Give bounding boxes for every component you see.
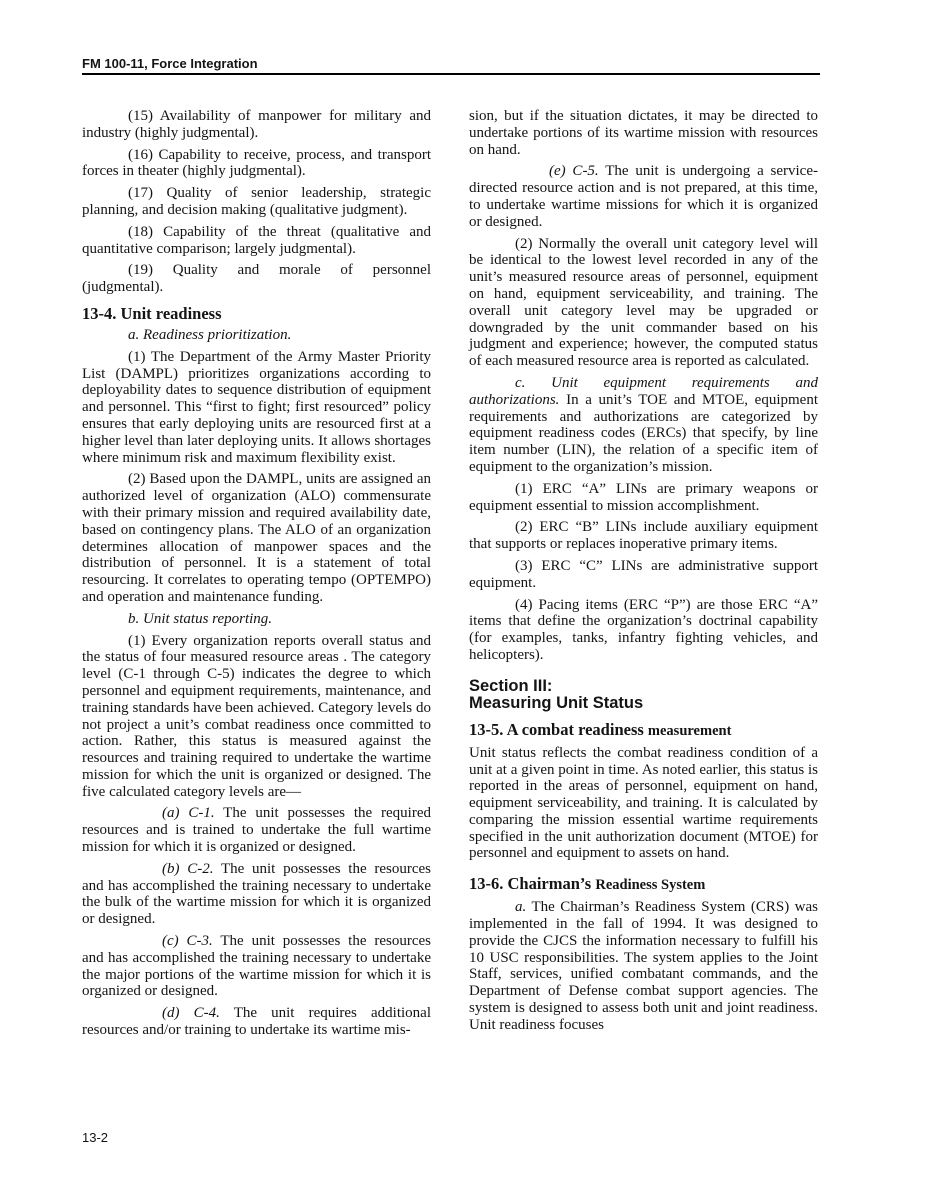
- subheading-c-text: c. Unit equipment requirements and authorizations.: [469, 374, 818, 408]
- paragraph-17: (17) Quality of senior leadership, strategic planning, and decision making (qualitative judgment).: [82, 185, 431, 218]
- heading-13-5-small: measurement: [647, 722, 732, 739]
- heading-13-6-main: 13-6. Chairman’s: [469, 874, 596, 894]
- paragraph-c3-level: [82, 933, 431, 1000]
- paragraph-13-6-a: [469, 899, 818, 1033]
- paragraph-erc-a: (1) ERC “A” LINs are primary weapons or equipment essential to mission accomplishment.: [469, 480, 818, 514]
- c2-label: (b) C-2.: [162, 860, 214, 877]
- c5-label: (e) C-5.: [549, 163, 599, 180]
- paragraph-b2: (2) Normally the overall unit category level will be identical to the lowest level recorded in any of the unit’s measured resource areas of personnel, equipment on hand, equipment serviceability, and training. The overall unit category level may be upgraded or downgraded by the unit commander based on his judgment and experience; however, the computed status of each measured resource area is reported as calculated.: [469, 235, 818, 370]
- paragraph-13-6-a-text: The Chairman’s Readiness System (CRS) was implemented in the fall of 1994. It was designed to provide the CJCS the information necessary to fulfill his 10 USC responsibilities. The system applies to the Joint Staff, services, unified combatant commands, and the Department of Defense combat support agencies. The system is designed to assess both unit and joint readiness. Unit readiness focuses: [469, 899, 818, 1033]
- heading-13-4: 13-4. Unit readiness: [82, 303, 222, 323]
- c3-label: (c) C-3.: [162, 933, 213, 950]
- right-column: [469, 108, 818, 1039]
- section-heading-line1: Section III:: [469, 676, 553, 695]
- heading-13-5-main: 13-5. A combat readiness: [469, 719, 648, 739]
- c2-text: The unit possesses the resources and has accomplished the training necessary to undertake the bulk of the wartime mission for which it is organized or designed.: [82, 860, 431, 928]
- paragraph-13-6-a-label: a.: [515, 899, 527, 916]
- paragraph-c-equipment: [469, 375, 818, 476]
- paragraph-18: (18) Capability of the threat (qualitative and quantitative comparison; largely judgmental).: [82, 223, 431, 257]
- paragraph-19: (19) Quality and morale of personnel (judgmental).: [82, 262, 431, 296]
- section-heading: [469, 678, 818, 712]
- c4-text: The unit requires additional resources and/or training to undertake its wartime mis-: [82, 1005, 431, 1039]
- paragraph-continuation: sion, but if the situation dictates, it may be directed to undertake portions of its wartime mission with resources on hand.: [469, 108, 818, 158]
- subheading-unit-status-reporting: [82, 611, 431, 628]
- paragraph-c4-level: [82, 1005, 431, 1039]
- paragraph-a1: (1) The Department of the Army Master Priority List (DAMPL) prioritizes organizations according to deployability dates to sequence distribution of equipment and personnel. This “first to fight; first resourced” policy ensures that early deploying units are resourced first at a higher level than later deploying units. It allows shortages where minimum risk and maximum flexibility exist.: [82, 348, 431, 466]
- c3-text: The unit possesses the resources and has accomplished the training necessary to undertake the major portions of the wartime mission for which it is organized or designed.: [82, 933, 431, 1000]
- subheading-b-text: b. Unit status reporting.: [128, 610, 273, 627]
- paragraph-erc-p: (4) Pacing items (ERC “P”) are those ERC “A” items that define the organization’s doctrinal capability (for examples, tanks, infantry fighting vehicles, and helicopters).: [469, 596, 818, 663]
- paragraph-b1: (1) Every organization reports overall status and the status of four measured resource areas . The category level (C-1 through C-5) indicates the degree to which personnel and equipment requirements, maintenance, and training standards have been achieved. Category levels do not project a unit’s combat readiness once committed to action. Rather, this status is measured against the resources and training required to undertake the wartime mission for which the unit is organized or designed. The five calculated category levels are—: [82, 632, 431, 800]
- paragraph-15: (15) Availability of manpower for military and industry (highly judgmental).: [82, 108, 431, 141]
- paragraph-c2-level: [82, 861, 431, 928]
- heading-13-6: [469, 874, 818, 895]
- c4-label: (d) C-4.: [162, 1005, 220, 1022]
- paragraph-16: (16) Capability to receive, process, and transport forces in theater (highly judgmental).: [82, 146, 431, 180]
- paragraph-erc-b: (2) ERC “B” LINs include auxiliary equipment that supports or replaces inoperative primary items.: [469, 519, 818, 553]
- c5-text: The unit is undergoing a service-directed resource action and is not prepared, at this time, to undertake wartime missions for which it is organized or designed.: [469, 163, 818, 230]
- header-rule: [82, 73, 820, 75]
- left-column: [82, 108, 431, 1044]
- paragraph-c5-level: [469, 163, 818, 230]
- paragraph-13-5: Unit status reflects the combat readiness condition of a unit at a given point in time. As noted earlier, this status is reported in the areas of personnel, equipment on hand, equipment serviceability, and training. It is calculated by comparing the mission essential wartime requirements specified in the unit authorization document (MTOE) for personnel and equipment to assets on hand.: [469, 744, 818, 862]
- page-number: 13-2: [82, 1130, 109, 1145]
- paragraph-c1-level: [82, 805, 431, 855]
- paragraph-a2: (2) Based upon the DAMPL, units are assigned an authorized level of organization (ALO) commensurate with their primary mission and required availability date, based on contingency plans. The ALO of an organization determines allocation of manpower spaces and the distribution of personnel. It is a statement of total resourcing. It correlates to operating tempo (OPTEMPO) and operation and maintenance funding.: [82, 471, 431, 605]
- c1-label: (a) C-1.: [162, 805, 215, 822]
- paragraph-erc-c: (3) ERC “C” LINs are administrative support equipment.: [469, 557, 818, 591]
- paragraph-c-text: In a unit’s TOE and MTOE, equipment requirements and authorizations are categorized by equipment readiness codes (ERCs) that specify, by line item number (LIN), the relation of a specific item of equipment to the organization’s mission.: [469, 391, 818, 475]
- heading-13-5: [469, 720, 818, 741]
- c1-text: The unit possesses the required resources and is trained to undertake the full wartime mission for which it is organized or designed.: [82, 805, 431, 856]
- subheading-a-text: a. Readiness prioritization.: [128, 326, 292, 343]
- section-heading-line2: Measuring Unit Status: [469, 693, 644, 712]
- subheading-readiness-prioritization: [82, 327, 431, 344]
- heading-13-6-small: Readiness System: [595, 877, 706, 894]
- running-header: FM 100-11, Force Integration: [82, 56, 258, 71]
